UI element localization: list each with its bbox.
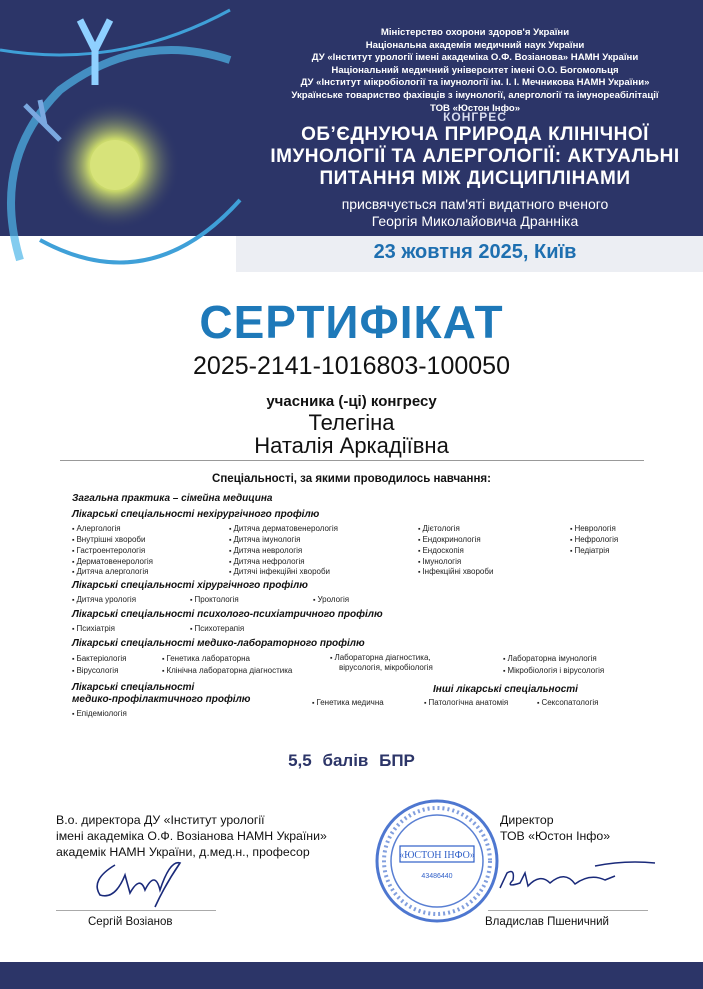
specialty-item: ▪ Генетика медична [312, 698, 384, 707]
organizer: Міністерство охорони здоров'я України [380, 27, 570, 38]
virus-antibody-illustration [0, 0, 250, 270]
specialty-item: ▪ Психотерапія [190, 624, 244, 633]
specialty-item: ▪ Неврологія [570, 524, 616, 533]
title-line: імені академіка О.Ф. Возіанова НАМН України» [56, 829, 327, 843]
congress-title [250, 124, 700, 190]
left-signatory-title [56, 812, 327, 860]
specialty-item: ▪ Дієтологія [418, 524, 460, 533]
svg-text:«ЮСТОН ІНФО»: «ЮСТОН ІНФО» [399, 850, 475, 861]
specialty-item: ▪ Генетика лабораторна [162, 654, 250, 663]
congress-label: КОНГРЕС [443, 110, 507, 124]
group-surgical: Лікарські спеціальності хірургічного профілю [72, 580, 308, 591]
organizer: ТОВ «Юстон Інфо» [429, 102, 521, 114]
right-signature-line [488, 910, 648, 911]
specialty-item: ▪ Дитяча дерматовенерологія [229, 524, 338, 533]
specialty-item: ▪ Дитяча імунологія [229, 535, 300, 544]
organizer: Українське товариство фахівців з імунології, алергології та імунореабілітації [291, 89, 659, 101]
specialty-item: ▪ Епідеміологія [72, 709, 127, 718]
organizer: Національна академія медичний наук України [365, 39, 585, 51]
specialty-item: ▪ Педіатрія [570, 546, 609, 555]
specialty-item: ▪ Внутрішні хвороби [72, 535, 145, 544]
participant-given-names: Наталія Аркадіївна [254, 433, 449, 458]
specialty-item: ▪ Нефрологія [570, 535, 618, 544]
group-title-line: Лікарські спеціальності [72, 682, 195, 693]
specialty-item: ▪ Дитяча урологія [72, 595, 136, 604]
dedication-line: Георгія Миколайовича Дранніка [371, 213, 579, 229]
divider [60, 460, 644, 461]
specialty-item: ▪ Бактеріологія [72, 654, 126, 663]
group-prevent [72, 682, 250, 706]
group-nonsurgical: Лікарські спеціальності нехірургічного профілю [72, 509, 320, 520]
specialty-item: ▪ Дитяча алергологія [72, 567, 148, 576]
left-signature-line [56, 910, 216, 911]
specialty-item: ▪ Лабораторна імунологія [503, 654, 597, 663]
specialty-item: ▪ Ендокринологія [418, 535, 481, 544]
certificate-title: СЕРТИФІКАТ [199, 296, 504, 348]
specialty-item: ▪ Вірусологія [72, 666, 118, 675]
specialty-item: ▪ Інфекційні хвороби [418, 567, 493, 576]
specialty-item: ▪ Дитячі інфекційні хвороби [229, 567, 330, 576]
specialty-item: ▪ Патологічна анатомія [424, 698, 508, 707]
cme-points: 5,5 балів БПР [288, 751, 415, 770]
organizer: ДУ «Інститут мікробіології та імунології ім. І. І. Мечникова НАМН України» [300, 77, 650, 89]
specialties-heading: Спеціальності, за якими проводилось навчання: [212, 473, 491, 485]
group-title-line: медико-профілактичного профілю [72, 694, 251, 705]
title-line: В.о. директора ДУ «Інститут урології [56, 813, 265, 827]
group-lab: Лікарські спеціальності медико-лабораторного профілю [72, 638, 365, 649]
organizer: ДУ «Інститут урології імені академіка О.Ф. Возіанова» НАМН України [311, 52, 639, 64]
dedication-line: присвячується пам'яті видатного вченого [341, 196, 609, 212]
group-other: Інші лікарські спеціальності [433, 684, 578, 695]
specialty-item: ▪ Урологія [313, 595, 349, 604]
participant-name [0, 411, 703, 457]
right-signatory-name: Владислав Пшеничний [485, 916, 609, 928]
specialty-item: ▪ Мікробіологія і вірусологія [503, 666, 604, 675]
specialty-item: ▪ Лабораторна діагностика, [330, 653, 431, 662]
title-line: Директор [500, 813, 554, 827]
group-psych: Лікарські спеціальності психолого-психіатричного профілю [72, 609, 383, 620]
specialty-item: ▪ Сексопатологія [537, 698, 598, 707]
specialty-item: ▪ Імунологія [418, 557, 461, 566]
dedication [250, 196, 700, 230]
right-signatory-title [500, 812, 610, 844]
title-line: ОБ’ЄДНУЮЧА ПРИРОДА КЛІНІЧНОЇ [301, 124, 649, 145]
right-signature [495, 858, 665, 898]
specialty-item: ▪ Гастроентерологія [72, 546, 145, 555]
organizer: Національний медичний університет імені О.О. Богомольця [331, 64, 619, 76]
left-signature [85, 855, 195, 910]
specialty-item: ▪ Психіатрія [72, 624, 115, 633]
title-line: ПИТАННЯ МІЖ ДИСЦИПЛІНАМИ [319, 168, 631, 189]
title-line: академік НАМН України, д.мед.н., професор [56, 845, 310, 859]
specialty-item: ▪ Дитяча неврологія [229, 546, 302, 555]
participant-label: учасника (-ці) конгресу [266, 393, 437, 410]
participant-surname: Телегіна [308, 410, 395, 435]
group-general: Загальна практика – сімейна медицина [72, 493, 273, 504]
specialty-item: ▪ Проктологія [190, 595, 239, 604]
certificate-number: 2025-2141-1016803-100050 [193, 352, 510, 380]
organizers-list [250, 27, 700, 115]
specialty-item: ▪ Дитяча нефрологія [229, 557, 305, 566]
specialty-item-cont: вірусологія, мікробіологія [339, 663, 433, 672]
company-stamp [372, 796, 502, 926]
specialty-item: ▪ Дерматовенерологія [72, 557, 153, 566]
title-line: ІМУНОЛОГІЇ ТА АЛЕРГОЛОГІЇ: АКТУАЛЬНІ [270, 146, 680, 167]
specialty-item: ▪ Клінічна лабораторна діагностика [162, 666, 292, 675]
title-line: ТОВ «Юстон Інфо» [500, 829, 611, 843]
event-date: 23 жовтня 2025, Київ [373, 241, 577, 263]
left-signatory-name: Сергій Возіанов [88, 916, 173, 928]
specialty-item: ▪ Алергологія [72, 524, 121, 533]
specialty-item: ▪ Ендоскопія [418, 546, 464, 555]
svg-text:43486440: 43486440 [421, 873, 453, 880]
footer-band [0, 962, 703, 989]
